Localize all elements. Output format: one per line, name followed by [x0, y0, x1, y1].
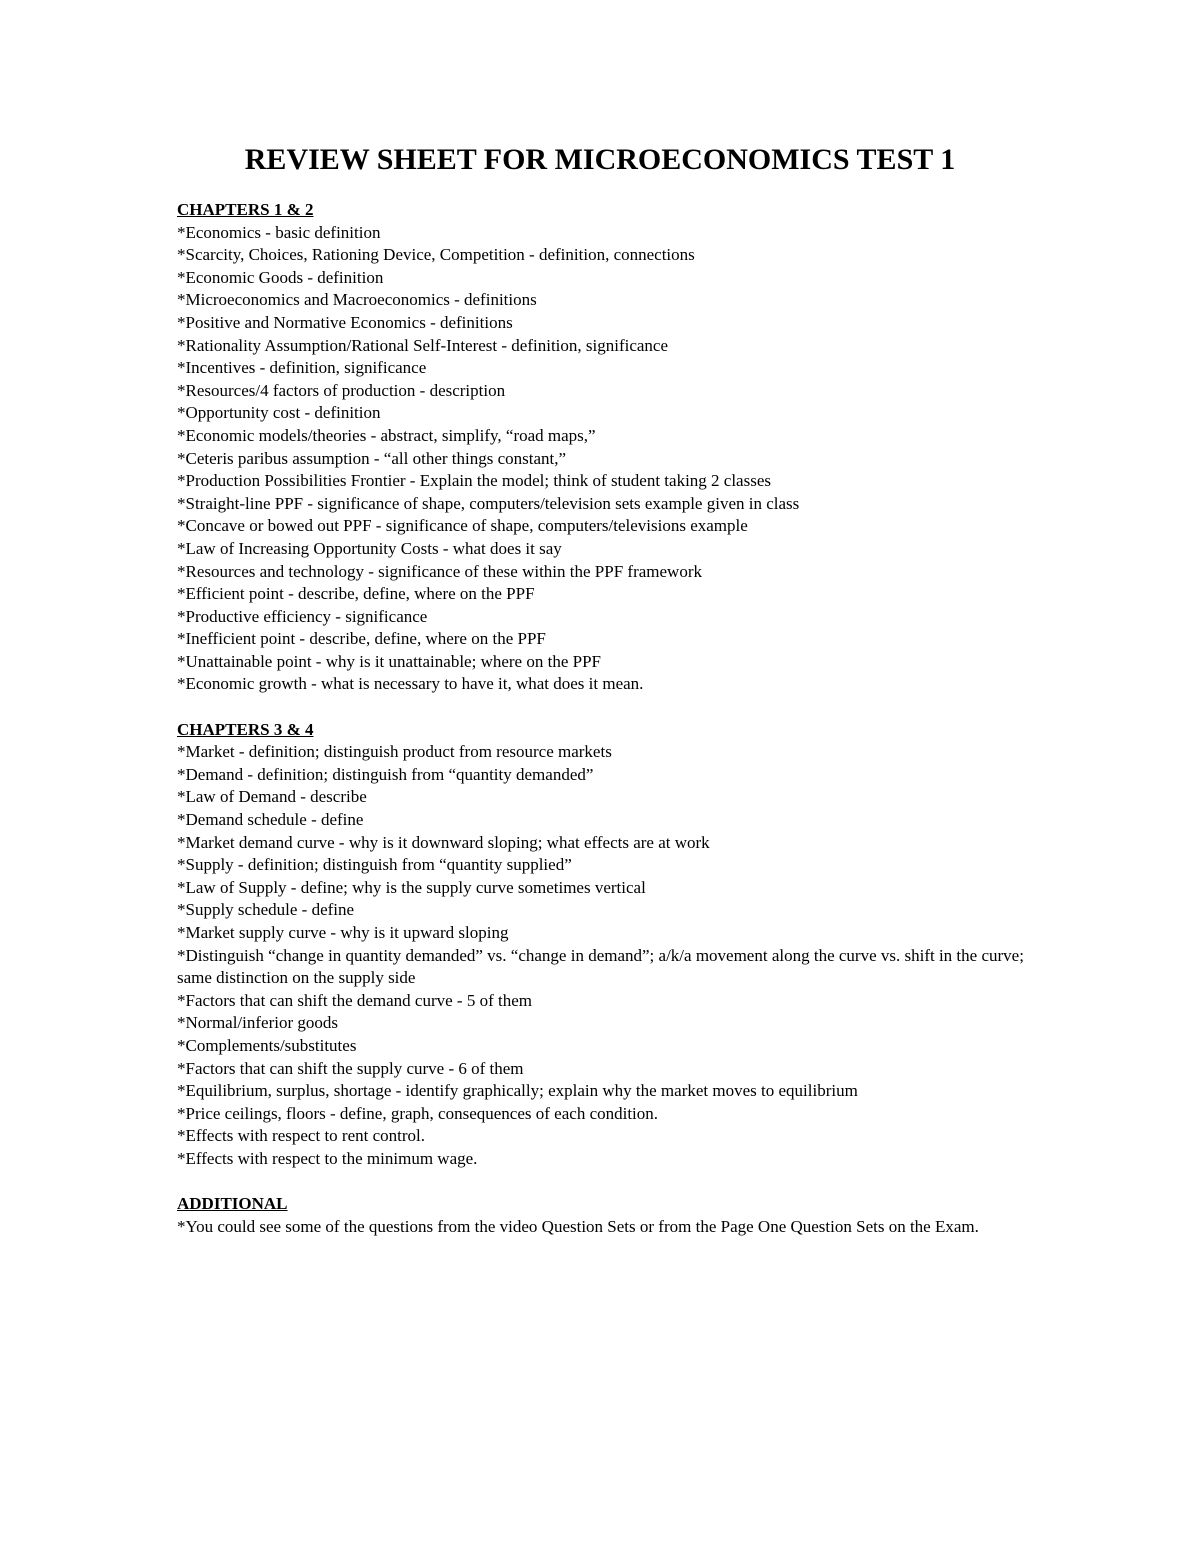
- topic-item: *Rationality Assumption/Rational Self-Interest - definition, significance: [177, 335, 669, 355]
- topic-list: [177, 1216, 1037, 1239]
- topic-item: *Complements/substitutes: [177, 1035, 357, 1055]
- topic-item: *Normal/inferior goods: [177, 1013, 338, 1033]
- topic-item: *Factors that can shift the supply curve - 6 of them: [177, 1058, 524, 1078]
- section-heading: CHAPTERS 3 & 4: [177, 719, 314, 739]
- topic-item: *Scarcity, Choices, Rationing Device, Competition - definition, connections: [177, 245, 695, 265]
- topic-item: *Factors that can shift the demand curve - 5 of them: [177, 990, 532, 1010]
- section-chapters-1-2: [177, 199, 1037, 696]
- topic-item: *Law of Demand - describe: [177, 787, 367, 807]
- topic-item: *Economic growth - what is necessary to have it, what does it mean.: [177, 674, 644, 694]
- topic-item: *Productive efficiency - significance: [177, 606, 428, 626]
- topic-item: *Market - definition; distinguish product from resource markets: [177, 742, 612, 762]
- topic-item: *Resources and technology - significance of these within the PPF framework: [177, 561, 702, 581]
- section-heading: ADDITIONAL: [177, 1194, 288, 1214]
- topic-item: *Resources/4 factors of production - description: [177, 380, 506, 400]
- topic-item: *Unattainable point - why is it unattainable; where on the PPF: [177, 651, 601, 671]
- topic-list: [177, 741, 1037, 1170]
- topic-item: *Equilibrium, surplus, shortage - identify graphically; explain why the market moves to equilibrium: [177, 1081, 858, 1101]
- topic-item: *Production Possibilities Frontier - Explain the model; think of student taking 2 classes: [177, 471, 771, 491]
- topic-item: *Supply schedule - define: [177, 900, 355, 920]
- topic-item: *Demand schedule - define: [177, 810, 364, 830]
- topic-item: *Effects with respect to rent control.: [177, 1126, 425, 1146]
- topic-item: *Effects with respect to the minimum wage.: [177, 1148, 478, 1168]
- topic-item: *Law of Supply - define; why is the supply curve sometimes vertical: [177, 877, 646, 897]
- topic-item: *Inefficient point - describe, define, where on the PPF: [177, 629, 546, 649]
- topic-item: *Law of Increasing Opportunity Costs - what does it say: [177, 538, 562, 558]
- topic-item: *Demand - definition; distinguish from “quantity demanded”: [177, 764, 594, 784]
- topic-item: *Microeconomics and Macroeconomics - definitions: [177, 290, 537, 310]
- topic-item: *Market demand curve - why is it downward sloping; what effects are at work: [177, 832, 710, 852]
- section-additional: [177, 1193, 1037, 1238]
- topic-item: *You could see some of the questions from the video Question Sets or from the Page One Question Sets on the Exam.: [177, 1216, 979, 1236]
- topic-item: *Market supply curve - why is it upward sloping: [177, 923, 509, 942]
- document-title: REVIEW SHEET FOR MICROECONOMICS TEST 1: [244, 143, 956, 176]
- topic-item: *Distinguish “change in quantity demanded” vs. “change in demand”; a/k/a movement along the curve vs. shift in the curve; same distinction on the supply side: [177, 945, 1024, 988]
- topic-item: *Supply - definition; distinguish from “quantity supplied”: [177, 855, 572, 875]
- topic-item: *Incentives - definition, significance: [177, 358, 427, 378]
- topic-item: *Concave or bowed out PPF - significance of shape, computers/televisions example: [177, 516, 748, 536]
- topic-item: *Straight-line PPF - significance of shape, computers/television sets example given in class: [177, 493, 800, 513]
- document-body: [177, 199, 1037, 1261]
- topic-item: *Economic Goods - definition: [177, 267, 384, 287]
- topic-list: [177, 222, 1037, 696]
- topic-item: *Economic models/theories - abstract, simplify, “road maps,”: [177, 425, 596, 445]
- topic-item: *Efficient point - describe, define, where on the PPF: [177, 584, 535, 604]
- section-chapters-3-4: [177, 719, 1037, 1171]
- topic-item: *Price ceilings, floors - define, graph, consequences of each condition.: [177, 1103, 659, 1123]
- topic-item: *Positive and Normative Economics - definitions: [177, 312, 513, 332]
- topic-item: *Opportunity cost - definition: [177, 403, 381, 423]
- topic-item: *Ceteris paribus assumption - “all other things constant,”: [177, 448, 567, 468]
- section-heading: CHAPTERS 1 & 2: [177, 200, 314, 219]
- topic-item: *Economics - basic definition: [177, 222, 381, 242]
